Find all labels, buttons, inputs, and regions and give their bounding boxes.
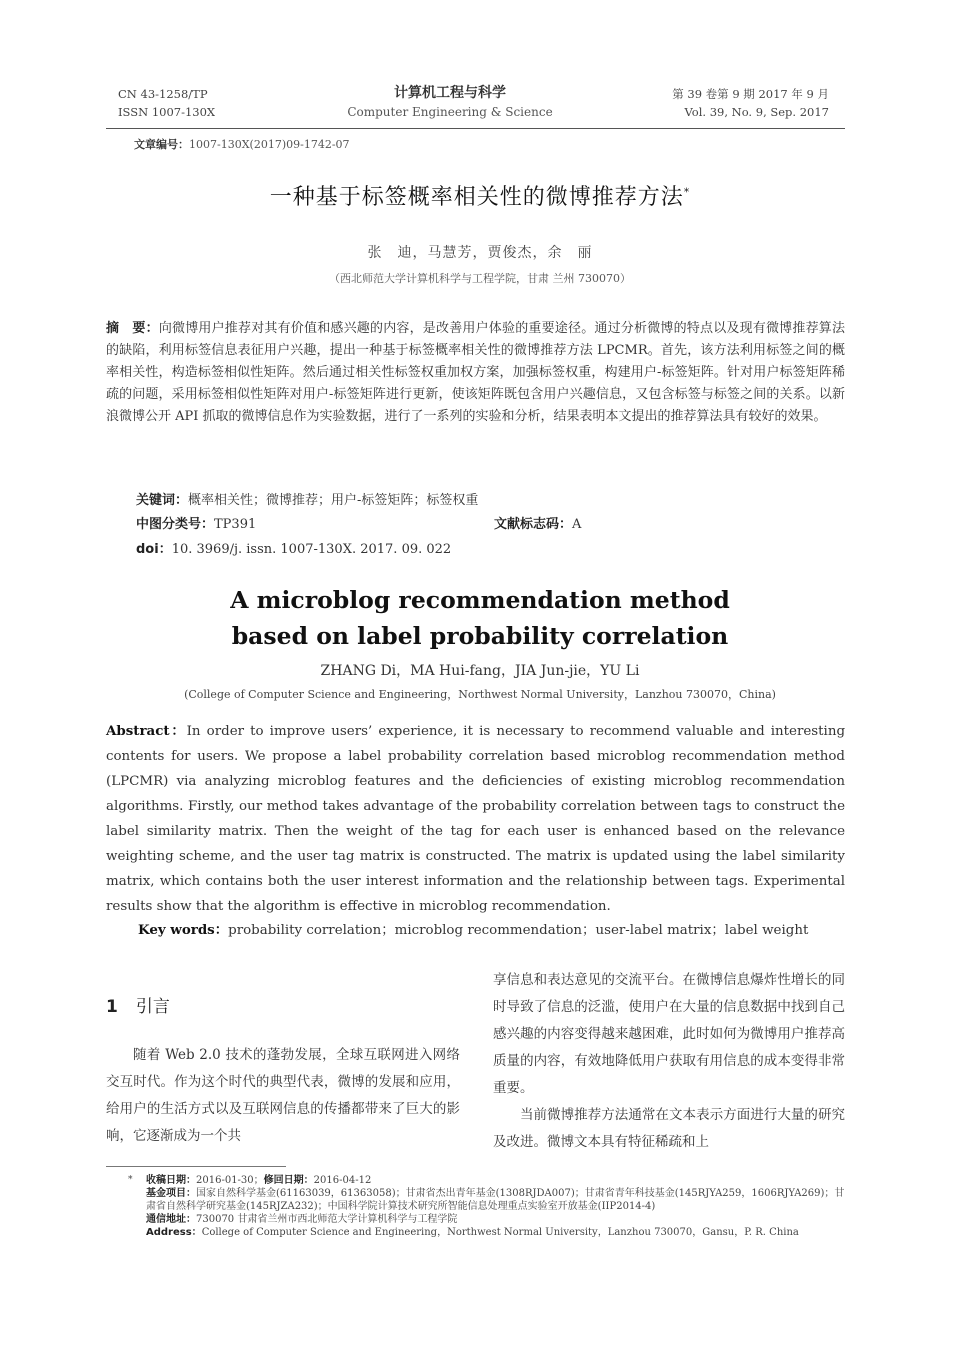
clc-label: 中图分类号： (136, 517, 215, 532)
footnote-rule (106, 1166, 286, 1167)
address-en-text: College of Computer Science and Engineering，Northwest Normal University，Lanzhou 730070，Gansu，P. R. China (201, 1227, 799, 1238)
abstract-en (106, 719, 845, 919)
article-number-label: 文章编号： (134, 138, 189, 151)
cn-code: CN 43-1258/TP (118, 87, 208, 101)
doi-label: doi： (136, 542, 172, 557)
header-rule (106, 128, 845, 129)
keywords-cn-label: 关键词： (136, 493, 189, 508)
footnote-fund (146, 1187, 846, 1213)
title-footnote-mark: * (683, 185, 691, 199)
body-paragraph: 当前微博推荐方法通常在文本表示方面进行大量的研究及改进。微博文本具有特征稀疏和上 (493, 1107, 845, 1150)
keywords-en-value: probability correlation；microblog recommendation；user-label matrix；label weight (228, 923, 809, 938)
volume-cn: 第 39 卷第 9 期 2017 年 9 月 (672, 87, 829, 101)
abstract-cn-text: 向微博用户推荐对其有价值和感兴趣的内容，是改善用户体验的重要途径。通过分析微博的特点以及现有微博推荐算法的缺陷，利用标签信息表征用户兴趣，提出一种基于标签概率相关性的微博推荐方法 LPCMR。首先，该方法利用标签之间的概率相关性，构造标签相似性矩阵。然后通过相关性标签权重加权方案，加强标签权重，构建用户-标签矩阵。针对用户标签矩阵稀疏的问题，采用标签相似性矩阵对用户-标签矩阵进行更新，使该矩阵既包含用户兴趣信息，又包含标签与标签之间的关系。以新浪微博公开 API 抓取的微博信息作为实验数据，进行了一系列的实验和分析，结果表明本文提出的推荐算法具有较好的效果。 (106, 321, 845, 424)
authors-en: ZHANG Di，MA Hui-fang，JIA Jun-jie，YU Li (320, 663, 640, 679)
doi-value: 10. 3969/j. issn. 1007-130X. 2017. 09. 022 (171, 542, 452, 557)
paper-title-en (0, 582, 960, 654)
body-paragraph-continued: 享信息和表达意见的交流平台。在微博信息爆炸性增长的同时导致了信息的泛滥，使用户在大量的信息数据中找到自己感兴趣的内容变得越来越困难，此时如何为微博用户推荐高质量的内容，有效地降低用户获取有用信息的成本变得非常重要。 (493, 972, 845, 1096)
doc-code-value: A (572, 517, 582, 532)
body-column-left (106, 1042, 460, 1150)
keywords-cn (136, 490, 478, 512)
revised-label: 修回日期： (263, 1175, 314, 1186)
address-cn-label: 通信地址： (146, 1214, 196, 1225)
footnote (128, 1174, 846, 1239)
section-number: 1 (106, 997, 118, 1017)
issn: ISSN 1007-130X (118, 105, 216, 119)
volume-en: Vol. 39, No. 9, Sep. 2017 (684, 105, 829, 119)
abstract-cn (106, 318, 845, 428)
keywords-cn-value: 概率相关性；微博推荐；用户-标签矩阵；标签权重 (188, 493, 479, 508)
title-cn-text: 一种基于标签概率相关性的微博推荐方法 (269, 185, 684, 210)
journal-name (300, 83, 600, 121)
journal-codes (118, 85, 215, 121)
paper-title-cn (0, 180, 960, 211)
document-code (494, 514, 581, 536)
footnote-address-cn (146, 1213, 846, 1226)
section-heading (106, 992, 170, 1017)
doi (136, 539, 451, 561)
fund-label: 基金项目： (146, 1188, 196, 1199)
footnote-dates (146, 1174, 846, 1187)
address-en-label: Address： (146, 1227, 202, 1238)
abstract-en-label: Abstract： (106, 723, 187, 739)
journal-title-cn: 计算机工程与科学 (394, 85, 506, 101)
revised-date: 2016-04-12 (313, 1175, 372, 1186)
fund-text: 国家自然科学基金(61163039，61363058)；甘肃省杰出青年基金(1308RJDA007)；甘肃省青年科技基金(145RJYA259，1606RJYA269)；甘肃省自然科学研究基金(145RJZA232)；中国科学院计算技术研究所智能信息处理重点实验室开放基金(IIP2014-4) (146, 1188, 845, 1212)
journal-title-en: Computer Engineering & Science (347, 105, 553, 119)
issue-info (672, 85, 829, 121)
authors-cn: 张 迪，马慧芳，贾俊杰，余 丽 (367, 245, 593, 261)
clc-value: TP391 (214, 517, 257, 532)
body-column-right (493, 967, 845, 1156)
keywords-en-label: Key words： (138, 922, 229, 938)
clc-number (136, 514, 256, 536)
doc-code-label: 文献标志码： (494, 517, 573, 532)
received-label: 收稿日期： (146, 1175, 196, 1186)
address-cn-text: 730070 甘肃省兰州市西北师范大学计算机科学与工程学院 (196, 1214, 458, 1225)
article-number-value: 1007-130X(2017)09-1742-07 (189, 138, 350, 151)
title-en-line1: A microblog recommendation method (230, 586, 730, 614)
article-number (134, 136, 350, 152)
section-title: 引言 (135, 997, 170, 1017)
abstract-cn-label: 摘 要： (106, 321, 159, 336)
abstract-en-text: In order to improve users’ experience, it is necessary to recommend valuable and interesting contents for users. We propose a label probability correlation based microblog recommendation method (LPCMR) via analyzing microblog features and the deficiencies of existing microblog recommendation algorithms. Firstly, our method takes advantage of the probability correlation between tags to construct the label similarity matrix. Then the weight of the tag for each user is enhanced based on the relevance weighting scheme, and the user tag matrix is constructed. The matrix is updated using the label similarity matrix, which contains both the user interest information and the relationship between tags. Experimental results show that the algorithm is effective in microblog recommendation. (106, 724, 846, 914)
affiliation-cn: （西北师范大学计算机科学与工程学院，甘肃 兰州 730070） (329, 272, 631, 285)
affiliation-en: (College of Computer Science and Engineering，Northwest Normal University，Lanzhou 730070，China) (184, 688, 776, 701)
received-date: 2016-01-30； (196, 1175, 264, 1186)
footnote-address-en (146, 1226, 846, 1239)
keywords-en (138, 918, 808, 943)
body-paragraph: 随着 Web 2.0 技术的蓬勃发展，全球互联网进入网络交互时代。作为这个时代的典型代表，微博的发展和应用，给用户的生活方式以及互联网信息的传播都带来了巨大的影响，它逐渐成为一个共 (106, 1047, 460, 1144)
footnote-star: * (128, 1175, 133, 1185)
title-en-line2: based on label probability correlation (231, 622, 729, 650)
